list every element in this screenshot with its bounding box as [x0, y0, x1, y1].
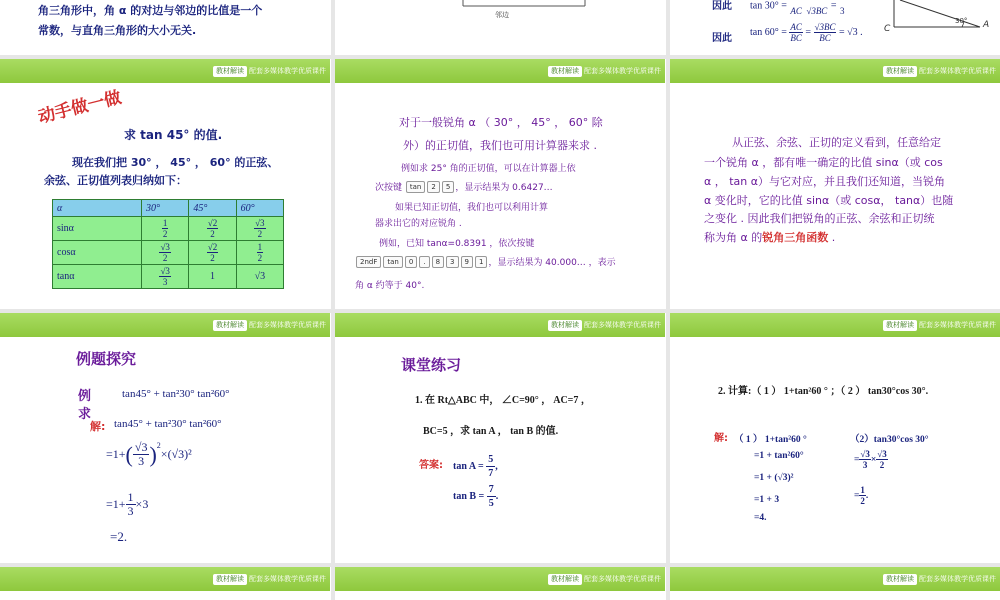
- solution-step: =1+ $\frac{1}{3}$ ×3: [106, 490, 149, 518]
- slide-header-band: [0, 59, 330, 83]
- solution-step: =1 + tan²60°: [754, 451, 804, 461]
- slide-text: α ， tan α）与它对应，并且我们还知道，当锐角: [704, 175, 946, 188]
- slide-text: 现在我们把 30° ， 45° ， 60° 的正弦、: [72, 156, 279, 169]
- band-text: 配套多媒体教学优质课件: [249, 321, 326, 329]
- answer-value: tan B = $\frac{7}{5}$ .: [453, 484, 499, 509]
- calc-key: 9: [461, 256, 473, 268]
- slide-thumbnail[interactable]: [670, 59, 1000, 309]
- slide-header-band: [335, 313, 665, 337]
- table-row: [53, 217, 284, 241]
- slide-text: 称为角 α 的锐角三角函数 .: [704, 231, 836, 244]
- example-label: 求: [78, 407, 92, 422]
- highlight-term: 锐角三角函数: [762, 231, 829, 244]
- solution-step: =1+ ( √3 3 ) $^2$ ×(√3)²: [106, 440, 192, 468]
- calc-key: 2ndF: [356, 256, 381, 268]
- cell-numerator: √3: [255, 218, 265, 228]
- slide-thumbnail[interactable]: [670, 0, 1000, 55]
- slide-text: 角三角形中，角 α 的对边与邻边的比值是一个: [38, 4, 263, 17]
- band-chip: 教材解读: [213, 574, 247, 585]
- solution-step: （ 1 ） 1+tan²60 °: [734, 435, 807, 445]
- slide-header-band: [335, 567, 665, 591]
- solution-step: =1 + (√3)²: [754, 473, 794, 483]
- exercise-question: 1. 在 Rt△ABC 中， ∠C=90° ， AC=7 ，: [415, 395, 591, 406]
- row-label: tanα: [53, 265, 142, 289]
- table-cell: √3: [236, 265, 283, 289]
- therefore-label: 因此: [712, 33, 732, 44]
- example-label: 例: [78, 389, 92, 404]
- answer-label: 答案:: [419, 460, 443, 471]
- slide-subtitle: 求 tan 45° 的值.: [124, 128, 223, 142]
- because-label: 因此: [712, 1, 732, 12]
- band-text: 配套多媒体教学优质课件: [584, 321, 661, 329]
- calc-key: 8: [432, 256, 444, 268]
- band-text: 配套多媒体教学优质课件: [919, 67, 996, 75]
- slide-header-band: [670, 313, 1000, 337]
- cell-denominator: 2: [257, 229, 263, 239]
- band-chip: 教材解读: [213, 320, 247, 331]
- solution-label: 解:: [90, 420, 106, 433]
- slide-text: 对于一般锐角 α （ 30° ， 45° ， 60° 除: [399, 116, 603, 129]
- calc-key: 2: [427, 181, 439, 193]
- band-chip: 教材解读: [883, 66, 917, 77]
- calc-key: tan: [383, 256, 402, 268]
- slide-header-band: [0, 567, 330, 591]
- table-header: α: [53, 200, 142, 217]
- slide-text: 次按键 tan 2 5 ，显示结果为 0.6427…: [375, 182, 553, 193]
- calc-key: tan: [406, 181, 425, 193]
- slide-thumbnail[interactable]: [0, 0, 330, 55]
- band-chip: 教材解读: [213, 66, 247, 77]
- solution-step: （2）tan30°cos 30°: [850, 435, 929, 445]
- slide-thumbnail[interactable]: [335, 567, 665, 600]
- table-row: [53, 241, 284, 265]
- table-header: 60°: [236, 200, 283, 217]
- slide-text: 例如求 25° 角的正切值，可以在计算器上依: [401, 164, 576, 174]
- slide-thumbnail[interactable]: [0, 313, 330, 563]
- band-chip: 教材解读: [548, 574, 582, 585]
- calc-key: 1: [475, 256, 487, 268]
- slide-title: 课堂练习: [401, 356, 462, 374]
- slide-thumbnail[interactable]: [0, 567, 330, 600]
- slide-text: α 变化时，它的比值 sinα（或 cosα， tanα）也随: [704, 194, 954, 207]
- cell-denominator: 2: [257, 253, 263, 263]
- cell-numerator: √3: [160, 266, 170, 276]
- solution-step: = $\frac{1}{2}$ .: [854, 485, 869, 506]
- slide-text: 外）的正切值，我们也可用计算器来求 .: [403, 139, 597, 152]
- band-chip: 教材解读: [548, 320, 582, 331]
- side-label: 邻边: [495, 11, 509, 19]
- slide-title: 例题探究: [76, 350, 137, 368]
- slide-text: 余弦、正切值列表归纳如下：: [44, 174, 187, 187]
- band-chip: 教材解读: [548, 66, 582, 77]
- slide-text: 常数，与直角三角形的大小无关.: [38, 24, 197, 37]
- slide-text: 一个锐角 α ，都有唯一确定的比值 sinα（或 cos: [704, 156, 943, 169]
- slide-header-band: [670, 59, 1000, 83]
- cell-numerator: √2: [207, 242, 218, 252]
- cell-numerator: 1: [162, 218, 168, 228]
- solution-step: = $\frac{√3}{3}$ × $\frac{√3}{2}$: [854, 449, 887, 470]
- band-text: 配套多媒体教学优质课件: [584, 575, 661, 583]
- cell-denominator: 2: [210, 229, 215, 239]
- solution-label: 解:: [714, 433, 728, 444]
- formula-tan30: tan 30° = AC √3BC = 3: [750, 0, 845, 16]
- answer-value: tan A = $\frac{5}{7}$ ,: [453, 454, 498, 479]
- right-triangle-diagram: [670, 0, 1000, 55]
- calc-key: 5: [442, 181, 454, 193]
- formula-tan60: tan 60° = $\frac{AC}{BC}$ = $\frac{√3BC}{BC}$ = √3 .: [750, 22, 863, 43]
- cell-denominator: 2: [162, 253, 168, 263]
- trig-values-table: [52, 199, 284, 289]
- slide-header-band: [670, 567, 1000, 591]
- cell-denominator: 3: [162, 277, 168, 287]
- slide-thumbnail[interactable]: [335, 0, 665, 55]
- slide-text: 角 α 约等于 40°.: [355, 281, 425, 291]
- exercise-question: 2. 计算:（ 1 ） 1+tan²60 ° ；（ 2 ） tan30°cos 30°.: [718, 386, 929, 397]
- slide-thumbnail[interactable]: [335, 313, 665, 563]
- slide-thumbnail[interactable]: [670, 313, 1000, 563]
- band-text: 配套多媒体教学优质课件: [584, 67, 661, 75]
- band-text: 配套多媒体教学优质课件: [919, 575, 996, 583]
- table-row: [53, 265, 284, 289]
- slide-header-band: [335, 59, 665, 83]
- solution-result: =2.: [110, 529, 128, 544]
- slide-thumbnail[interactable]: [335, 59, 665, 309]
- cell-numerator: 1: [257, 242, 263, 252]
- slide-text: 例如，已知 tanα=0.8391 ，依次按键: [379, 239, 535, 249]
- solution-expression: tan45° + tan²30° tan²60°: [114, 418, 222, 430]
- slide-thumbnail[interactable]: [0, 59, 330, 309]
- slide-title: 动手做一做: [36, 87, 124, 128]
- row-label: sinα: [53, 217, 142, 241]
- cell-numerator: √3: [160, 242, 170, 252]
- exercise-question: BC=5 ，求 tan A ， tan B 的值.: [423, 426, 559, 437]
- row-label: cosα: [53, 241, 142, 265]
- slide-thumbnail[interactable]: [670, 567, 1000, 600]
- calc-key: 3: [446, 256, 458, 268]
- band-text: 配套多媒体教学优质课件: [919, 321, 996, 329]
- band-text: 配套多媒体教学优质课件: [249, 67, 326, 75]
- angle-label: 30°: [955, 17, 968, 25]
- cell-numerator: √2: [207, 218, 218, 228]
- table-cell: 1: [189, 265, 236, 289]
- band-chip: 教材解读: [883, 574, 917, 585]
- slide-text: 如果已知正切值，我们也可以利用计算: [395, 203, 549, 213]
- vertex-c: C: [884, 24, 891, 34]
- band-chip: 教材解读: [883, 320, 917, 331]
- calc-key: .: [419, 256, 429, 268]
- calc-key: 0: [405, 256, 417, 268]
- triangle-diagram: [335, 0, 665, 55]
- slide-text: 2ndF tan 0 . 8 3 9 1 ，显示结果为 40.000… ，表示: [355, 255, 616, 268]
- cell-denominator: 2: [162, 229, 168, 239]
- table-header: 45°: [189, 200, 236, 217]
- slide-text: 从正弦、余弦、正切的定义看到，任意给定: [732, 136, 941, 149]
- slide-text: 器求出它的对应锐角 .: [375, 219, 462, 229]
- slide-text: 之变化 . 因此我们把锐角的正弦、余弦和正切统: [704, 212, 935, 225]
- solution-step: =4.: [754, 513, 767, 523]
- example-expression: tan45° + tan²30° tan²60°: [122, 388, 230, 400]
- cell-denominator: 2: [210, 253, 215, 263]
- solution-step: =1 + 3: [754, 495, 780, 505]
- vertex-a: A: [983, 20, 990, 30]
- table-header: 30°: [142, 200, 189, 217]
- slide-header-band: [0, 313, 330, 337]
- band-text: 配套多媒体教学优质课件: [249, 575, 326, 583]
